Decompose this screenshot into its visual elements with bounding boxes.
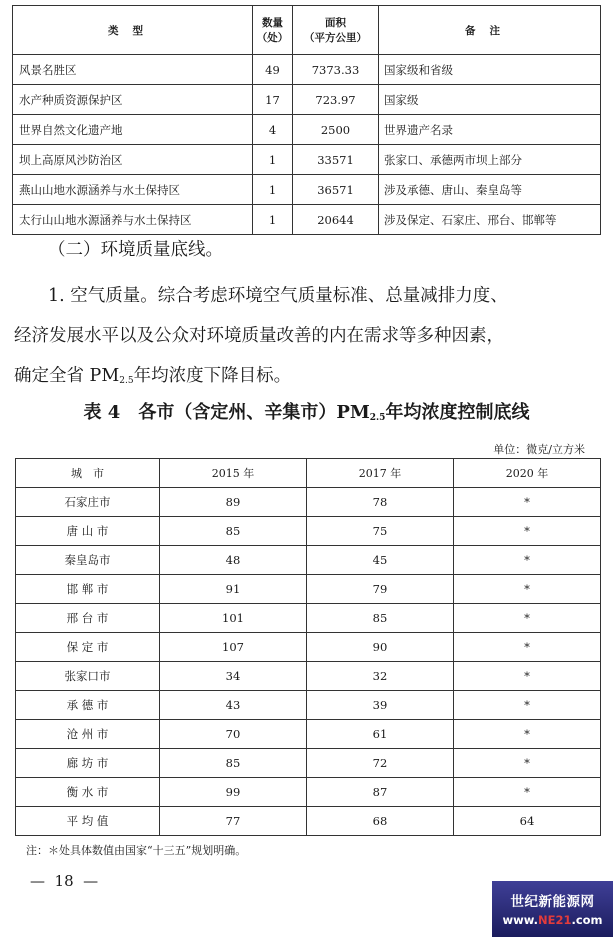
cell-city: 邢 台 市 [16,604,160,633]
cell-count: 1 [253,145,293,175]
cell-note: 涉及保定、石家庄、邢台、邯郸等 [379,205,601,235]
cell-count: 1 [253,205,293,235]
cell-city: 邯 郸 市 [16,575,160,604]
paragraph-line-2: 经济发展水平以及公众对环境质量改善的内在需求等多种因素， [14,326,504,346]
cell-area: 723.97 [293,85,379,115]
cell-2017: 75 [307,517,454,546]
cell-2020: * [454,488,601,517]
table-row [13,175,601,205]
table-title-subscript: 2.5 [369,413,386,423]
watermark-logo [492,881,613,937]
cell-city: 秦皇岛市 [16,546,160,575]
cell-2017: 78 [307,488,454,517]
watermark-url-prefix: www. [502,913,538,927]
table-row [13,85,601,115]
cell-type: 太行山山地水源涵养与水土保持区 [13,205,253,235]
header-2015: 2015 年 [160,459,307,488]
cell-city: 沧 州 市 [16,720,160,749]
table-row [16,691,601,720]
cell-2015: 91 [160,575,307,604]
unit-label: 单位：微克/立方米 [493,443,585,456]
watermark-url-brand: NE21 [537,913,572,927]
paragraph-line-3 [14,362,604,387]
paragraph-line-3-post: 年均浓度下降目标。 [133,366,292,386]
table-title-post: 年均浓度控制底线 [385,402,530,423]
cell-2020: * [454,546,601,575]
table-row [16,546,601,575]
cell-2017: 32 [307,662,454,691]
pm25-table [15,458,601,836]
cell-2015: 48 [160,546,307,575]
cell-type: 坝上高原风沙防治区 [13,145,253,175]
cell-2015: 77 [160,807,307,836]
section-heading: （二）环境质量底线。 [48,240,223,260]
table-header-row [16,459,601,488]
cell-2017: 79 [307,575,454,604]
table-row [16,517,601,546]
header-note: 备注 [379,6,601,55]
table-row [16,807,601,836]
table-header-row [13,6,601,55]
pm-subscript: 2.5 [119,376,134,386]
cell-city: 唐 山 市 [16,517,160,546]
table-row [16,604,601,633]
cell-note: 国家级 [379,85,601,115]
cell-2015: 70 [160,720,307,749]
cell-area: 33571 [293,145,379,175]
paragraph-line-1: 1. 空气质量。综合考虑环境空气质量标准、总量减排力度、 [48,286,508,306]
cell-2020: * [454,662,601,691]
cell-note: 张家口、承德两市坝上部分 [379,145,601,175]
cell-2020: * [454,749,601,778]
paragraph-line-3-pre: 确定全省 PM [14,366,120,386]
cell-city: 衡 水 市 [16,778,160,807]
cell-count: 4 [253,115,293,145]
table-row [13,55,601,85]
cell-count: 49 [253,55,293,85]
cell-2017: 68 [307,807,454,836]
table-title-pre: 表 4 各市（含定州、辛集市）PM [83,402,370,423]
cell-2017: 85 [307,604,454,633]
cell-2015: 43 [160,691,307,720]
nature-reserve-table [12,5,601,235]
cell-2020: * [454,604,601,633]
cell-2015: 107 [160,633,307,662]
cell-city: 承 德 市 [16,691,160,720]
page-number: — 18 — [30,872,99,890]
cell-count: 17 [253,85,293,115]
cell-2015: 85 [160,749,307,778]
header-2020: 2020 年 [454,459,601,488]
watermark-title: 世纪新能源网 [510,894,595,910]
cell-city: 平 均 值 [16,807,160,836]
table-row [16,662,601,691]
table-row [13,205,601,235]
cell-2020: * [454,778,601,807]
table-row [16,488,601,517]
table-title [0,398,613,424]
cell-type: 风景名胜区 [13,55,253,85]
watermark-url-suffix: .com [571,913,603,927]
cell-note: 国家级和省级 [379,55,601,85]
cell-count: 1 [253,175,293,205]
cell-2017: 87 [307,778,454,807]
table-row [13,145,601,175]
cell-area: 36571 [293,175,379,205]
cell-2017: 39 [307,691,454,720]
cell-area: 2500 [293,115,379,145]
watermark-url [492,913,613,927]
cell-2020: * [454,691,601,720]
cell-2020: * [454,633,601,662]
table-row [16,778,601,807]
cell-city: 保 定 市 [16,633,160,662]
cell-note: 世界遗产名录 [379,115,601,145]
cell-2020: * [454,575,601,604]
cell-2017: 72 [307,749,454,778]
cell-note: 涉及承德、唐山、秦皇岛等 [379,175,601,205]
table-row [13,115,601,145]
cell-area: 20644 [293,205,379,235]
header-count: 数量 （处） [253,6,293,55]
header-city: 城 市 [16,459,160,488]
cell-city: 廊 坊 市 [16,749,160,778]
cell-type: 燕山山地水源涵养与水土保持区 [13,175,253,205]
cell-area: 7373.33 [293,55,379,85]
cell-city: 张家口市 [16,662,160,691]
cell-2015: 85 [160,517,307,546]
cell-2017: 90 [307,633,454,662]
cell-2017: 45 [307,546,454,575]
cell-2015: 101 [160,604,307,633]
cell-2015: 89 [160,488,307,517]
header-2017: 2017 年 [307,459,454,488]
table-row [16,720,601,749]
cell-2015: 34 [160,662,307,691]
header-type: 类型 [13,6,253,55]
header-area: 面积 （平方公里） [293,6,379,55]
cell-2015: 99 [160,778,307,807]
table-row [16,633,601,662]
cell-2020: * [454,720,601,749]
cell-type: 世界自然文化遗产地 [13,115,253,145]
cell-2017: 61 [307,720,454,749]
cell-city: 石家庄市 [16,488,160,517]
cell-2020: 64 [454,807,601,836]
cell-2020: * [454,517,601,546]
table-note: 注：＊处具体数值由国家“十三五”规划明确。 [26,844,247,857]
cell-type: 水产种质资源保护区 [13,85,253,115]
table-row [16,749,601,778]
table-row [16,575,601,604]
